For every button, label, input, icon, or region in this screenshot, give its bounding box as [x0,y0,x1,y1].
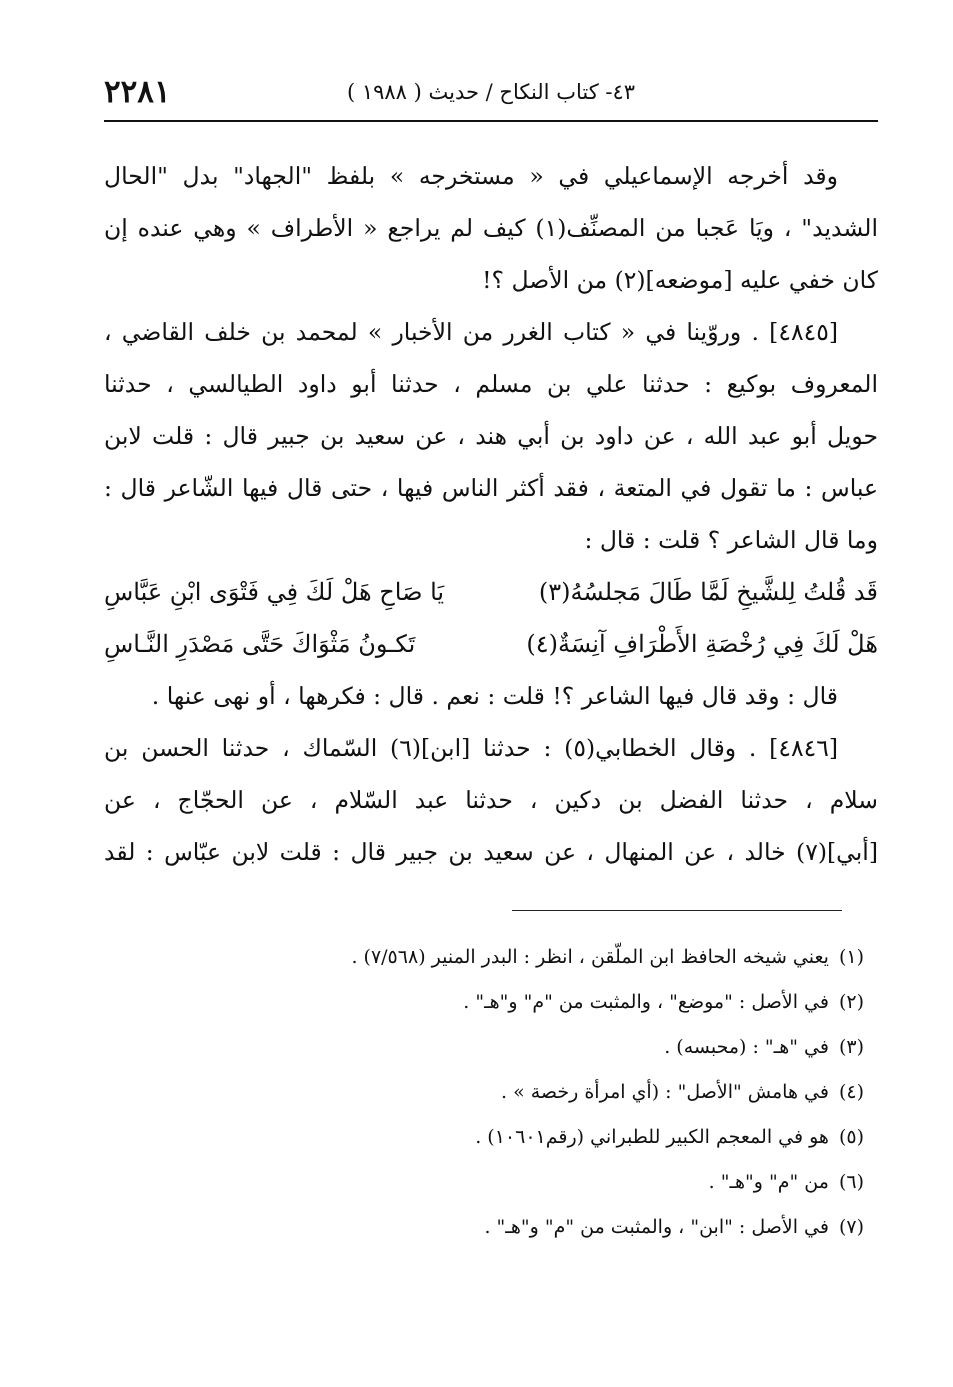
footnote-number: (٤) [838,1081,864,1103]
text-line: حويل أبو عبد الله ، عن داود بن أبي هند ، عن سعيد بن جبير قال : قلت لابن [104,422,878,450]
verse-second-hemistich: يَا صَاحِ هَلْ لَكَ فِي فَتْوَى ابْنِ عَبَّاسِ [104,578,445,606]
footnotes [104,935,864,1250]
footnote-item [104,1205,864,1250]
footnote-text: في الأصل : "ابن" ، والمثبت من "م" و"هـ" . [484,1216,829,1238]
footnote-text: في هامش "الأصل" : (أي امرأة رخصة » . [500,1081,829,1103]
text-line: [أبي](٧) خالد ، عن المنهال ، عن سعيد بن جبير قال : قلت لابن عبّاس : لقد [104,838,878,866]
footnote-number: (٥) [838,1126,864,1148]
footnote-text: من "م" و"هـ" . [708,1171,829,1193]
footnote-item [104,1115,864,1160]
page-number: ٢٢٨١ [104,74,171,110]
footnote-item [104,980,864,1025]
page-header [104,74,878,120]
hadith-4845-start: [٤٨٤٥] . وروّينا في « كتاب الغرر من الأخبار » لمحمد بن خلف القاضي ، [104,318,838,346]
footnote-number: (٢) [838,991,864,1013]
footnote-text: في الأصل : "موضع" ، والمثبت من "م" و"هـ" . [463,991,829,1013]
text-line: الشديد" ، ويَا عَجبا من المصنِّف(١) كيف لم يراجع « الأطراف » وهي عنده إن [104,214,878,242]
verse-first-hemistich: هَلْ لَكَ فِي رُخْصَةِ الأَطْرَافِ آنِسَةٌ(٤) [526,630,878,658]
poem-verse [104,566,878,618]
footnote-item [104,1025,864,1070]
poem-verse [104,618,878,670]
running-head: ٤٣- كتاب النكاح / حديث ( ١٩٨٨ ) [346,80,636,104]
text-line: عباس : ما تقول في المتعة ، فقد أكثر الناس فيها ، حتى قال فيها الشّاعر قال : [104,474,878,502]
text-line: سلام ، حدثنا الفضل بن دكين ، حدثنا عبد السّلام ، عن الحجّاج ، عن [104,786,878,814]
text-line: كان خفي عليه [موضعه](٢) من الأصل ؟! [482,266,878,294]
footnote-number: (١) [838,946,864,968]
footnote-item [104,935,864,980]
footnote-item [104,1160,864,1205]
footnote-text: في "هـ" : (محبسه) . [664,1036,829,1058]
text-line: وما قال الشاعر ؟ قلت : قال : [584,526,878,554]
text-line: قال : وقد قال فيها الشاعر ؟! قلت : نعم . قال : فكرهها ، أو نهى عنها . [151,682,838,710]
footnote-number: (٦) [838,1171,864,1193]
footnote-item [104,1070,864,1115]
text-line: المعروف بوكيع : حدثنا علي بن مسلم ، حدثنا أبو داود الطيالسي ، حدثنا [104,370,878,398]
footnote-number: (٧) [838,1216,864,1238]
footnote-number: (٣) [838,1036,864,1058]
header-rule [104,120,878,122]
main-text [104,150,878,878]
hadith-4846-start: [٤٨٤٦] . وقال الخطابي(٥) : حدثنا [ابن](٦) السّماك ، حدثنا الحسن بن [104,734,839,762]
footnote-separator [512,910,842,911]
footnote-text: هو في المعجم الكبير للطبراني (رقم١٠٦٠١) . [475,1126,829,1148]
verse-first-hemistich: قَد قُلتُ لِلشَّيخِ لَمَّا طَالَ مَجلسُهُ(٣) [538,578,878,606]
verse-second-hemistich: تَكـونُ مَثْوَاكَ حَتَّى مَصْدَرِ النَّـاسِ [104,630,416,658]
footnote-text: يعني شيخه الحافظ ابن الملّقن ، انظر : البدر المنير (٧/٥٦٨) . [351,946,829,968]
text-line: وقد أخرجه الإسماعيلي في « مستخرجه » بلفظ "الجهاد" بدل "الحال [104,162,838,190]
